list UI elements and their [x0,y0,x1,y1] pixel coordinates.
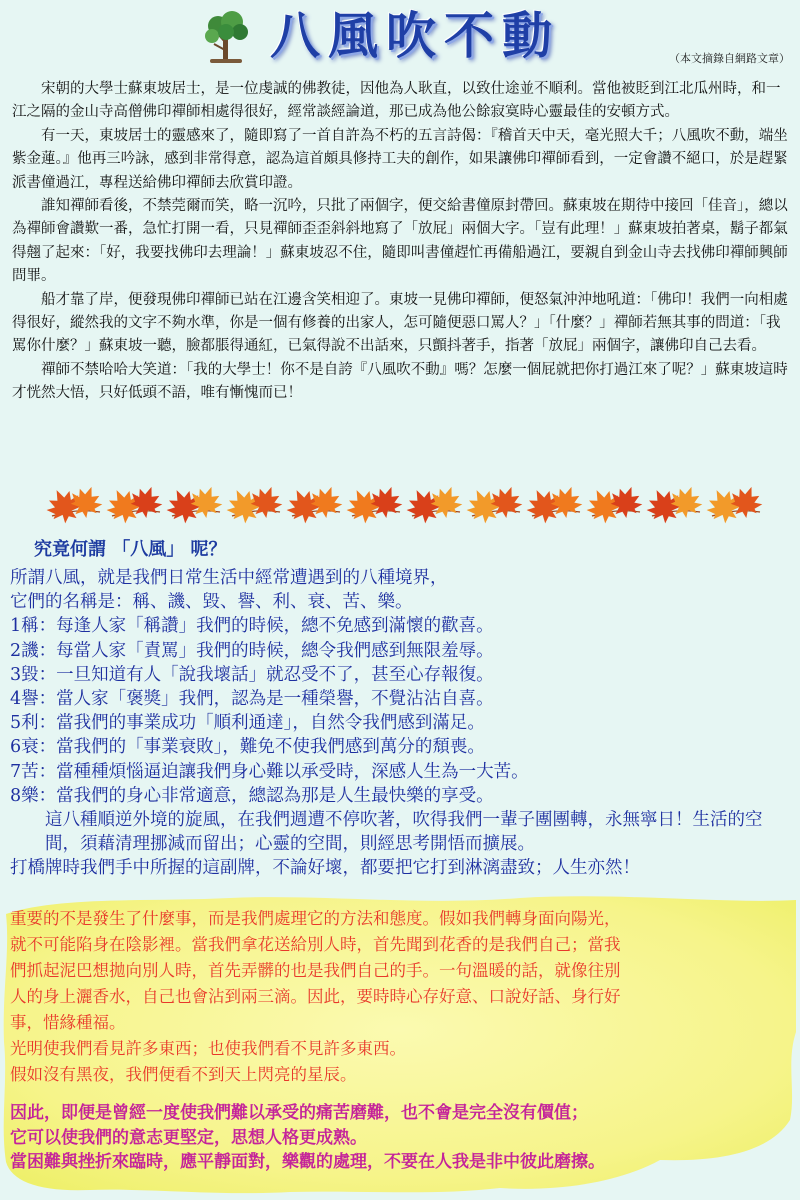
section-line: 所謂八風，就是我們日常生活中經常遭遇到的八種境界， [10,568,448,588]
wind-item-4: 4譽：當人家「褒獎」我們，認為是一種榮譽，不覺沾沾自喜。 [10,689,494,710]
story-text [12,78,788,406]
maple-leaf-divider [46,482,766,526]
maple-leaf-icon [281,482,347,526]
maple-leaf-icon [46,482,107,526]
story-paragraph: 誰知禪師看後，不禁莞爾而笑，略一沉吟，只批了兩個字，便交給書僮原封帶回。蘇東坡在期待中接回「佳音」，總以為禪師會讚歎一番，急忙打開一看，只見禪師歪歪斜斜地寫了「放屁」兩個大字。「豈有此理！」蘇東坡拍著桌，鬍子都氣得翹了起來：「好，我要找佛印去理論！」蘇東坡忍不住，隨即叫書僮趕忙再備船過江，要親自到金山寺去找佛印禪師興師問罪。 [12,198,788,285]
wind-item-8: 8樂：當我們的身心非常適意，總認為那是人生最快樂的享受。 [10,785,494,806]
maple-leaf-icon [581,482,647,526]
maple-leaf-icon [341,482,407,526]
conclusion-line: 當困難與挫折來臨時，應平靜面對，樂觀的處理，不要在人我是非中彼此磨擦。 [10,1152,605,1172]
conclusion-text [10,1101,792,1175]
reflection-line: 人的身上灑香水，自己也會沾到兩三滴。因此，要時時心存好意、口說好話、身行好 [10,987,621,1006]
maple-leaf-icon [221,482,287,526]
wind-item-6: 6衰：當我們的「事業衰敗」，難免不使我們感到萬分的頹喪。 [10,737,485,758]
closing-line: 打橋牌時我們手中所握的這副牌，不論好壞，都要把它打到淋漓盡致；人生亦然！ [10,858,640,879]
reflection-line: 假如沒有黑夜，我們便看不到天上閃亮的星辰。 [10,1065,357,1084]
eight-winds-section [10,566,792,881]
wind-item-7: 7苦：當種種煩惱逼迫讓我們身心難以承受時，深感人生為一大苦。 [10,761,529,782]
story-paragraph: 宋朝的大學士蘇東坡居士，是一位虔誠的佛教徒，因他為人耿直，以致仕途並不順利。當他被貶到江北瓜州時，和一江之隔的金山寺高僧佛印禪師相處得很好，經常談經論道，那已成為他公餘寂寞時心靈最佳的安頓方式。 [12,81,781,121]
maple-leaf-icon [641,482,707,526]
story-paragraph: 禪師不禁哈哈大笑道：「我的大學士！你不是自誇『八風吹不動』嗎？怎麼一個屁就把你打過江來了呢？」蘇東坡這時才恍然大悟，只好低頭不語，唯有慚愧而已！ [12,361,788,402]
reflection-line: 重要的不是發生了什麼事，而是我們處理它的方法和態度。假如我們轉身面向陽光， [10,909,621,928]
wind-item-5: 5利：當我們的事業成功「順利通達」，自然令我們感到滿足。 [10,713,485,734]
maple-leaf-icon [701,482,766,526]
maple-leaf-icon [461,482,527,526]
maple-leaf-icon [401,482,467,526]
wind-item-3: 3毀：一旦知道有人「說我壞話」就忍受不了，甚至心存報復。 [10,664,494,685]
closing-paragraph: 這八種順逆外境的旋風，在我們週遭不停吹著，吹得我們一輩子團團轉，永無寧日！生活的空間，須藉清理挪減而留出；心靈的空間，則經思考開悟而擴展。 [45,810,763,855]
reflection-text [10,906,792,1088]
section-line: 它們的名稱是：稱、譏、毀、譽、利、衰、苦、樂。 [10,592,413,613]
reflection-line: 事，惜緣種福。 [10,1013,126,1032]
conclusion-line: 它可以使我們的意志更堅定，思想人格更成熟。 [10,1127,367,1148]
header [0,0,800,70]
page-title: 八風吹不動 [270,6,560,65]
source-note: （本文摘錄自網路文章） [669,52,790,65]
wind-item-2: 2譏：每當人家「責罵」我們的時候，總令我們感到無限羞辱。 [10,640,494,661]
maple-leaf-icon [521,482,587,526]
maple-leaf-icon [161,482,227,526]
conclusion-line: 因此，即便是曾經一度使我們難以承受的痛苦磨難，也不會是完全沒有價值； [10,1103,588,1123]
reflection-line: 光明使我們看見許多東西；也使我們看不見許多東西。 [10,1039,406,1058]
maple-leaf-icon [101,482,167,526]
story-paragraph: 船才靠了岸，便發現佛印禪師已站在江邊含笑相迎了。東坡一見佛印禪師，便怒氣沖沖地吼道：「佛印！我們一向相處得很好，縱然我的文字不夠水準，你是一個有修養的出家人，怎可隨便惡口罵人？」「什麼？」禪師若無其事的問道：「我罵你什麼？」蘇東坡一聽，臉都脹得通紅，已氣得說不出話來，只顫抖著手，指著「放屁」兩個字，讓佛印自己去看。 [12,291,788,355]
wind-item-1: 1稱：每逢人家「稱讚」我們的時候，總不免感到滿懷的歡喜。 [10,616,494,637]
reflection-line: 們抓起泥巴想拋向別人時，首先弄髒的也是我們自己的手。一句溫暖的話，就像往別 [10,961,621,980]
tree-icon [196,6,256,66]
story-paragraph: 有一天，東坡居士的靈感來了，隨即寫了一首自許為不朽的五言詩偈：『稽首天中天，毫光照大千；八風吹不動，端坐紫金蓮。』他再三吟詠，感到非常得意，認為這首頗具修持工夫的創作，如果讓佛印禪師看到，一定會讚不絕口，於是趕緊派書僮過江，專程送給佛印禪師去欣賞印證。 [12,127,788,191]
section-heading: 究竟何謂 「八風」 呢？ [34,539,227,560]
reflection-line: 就不可能陷身在陰影裡。當我們拿花送給別人時，首先聞到花香的是我們自己；當我 [10,935,621,954]
